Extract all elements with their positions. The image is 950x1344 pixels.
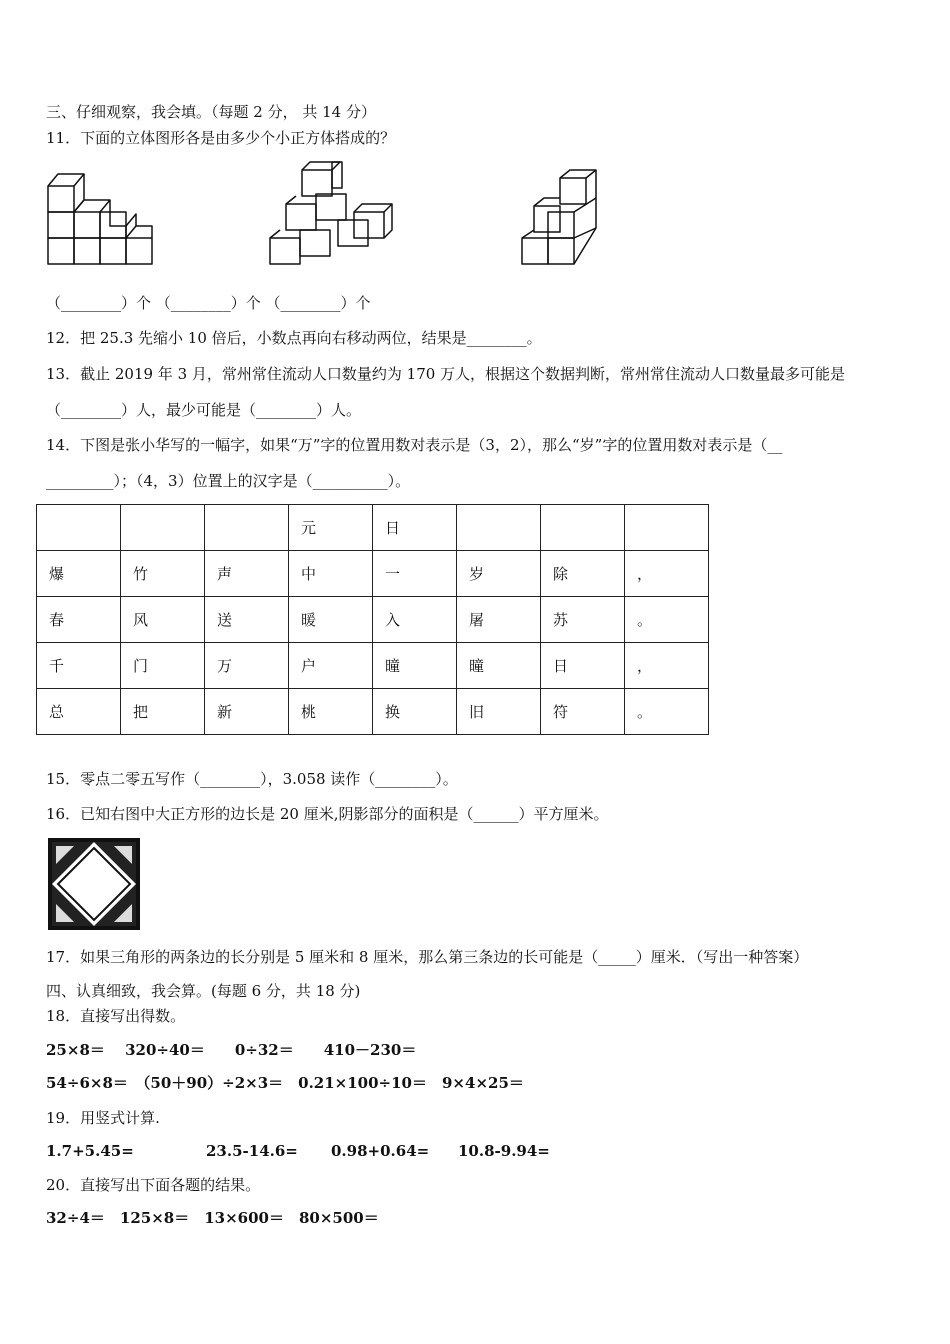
grid-cell: 除: [541, 551, 625, 597]
grid-cell: 爆: [37, 551, 121, 597]
q20-row: 32÷4＝ 125×8＝ 13×600＝ 80×500＝: [46, 1209, 379, 1227]
grid-row: [37, 551, 709, 597]
grid-cell: 入: [373, 597, 457, 643]
cube-figure-2: [266, 160, 396, 268]
cube-figure-1: [44, 168, 154, 268]
grid-cell: 新: [205, 689, 289, 735]
grid-cell: [457, 505, 541, 551]
grid-cell: [121, 505, 205, 551]
shaded-square-figure: [46, 836, 142, 932]
q18-row1: 25×8＝ 320÷40＝ 0÷32＝ 410－230＝: [46, 1041, 417, 1059]
grid-cell: 换: [373, 689, 457, 735]
grid-cell: 符: [541, 689, 625, 735]
grid-row: [37, 505, 709, 551]
grid-cell: 暖: [289, 597, 373, 643]
grid-cell: 日: [373, 505, 457, 551]
q15-text: 15．零点二零五写作（________），3.058 读作（________）。: [46, 770, 458, 788]
q19-item: 23.5-14.6=: [206, 1142, 298, 1160]
q14-line1: 14．下图是张小华写的一幅字，如果“万”字的位置用数对表示是（3，2），那么“岁”字的位置用数对表示是（__: [46, 436, 783, 454]
grid-cell: 。: [625, 597, 709, 643]
q19-title: 19．用竖式计算.: [46, 1109, 160, 1127]
section4-heading: 四、认真细致，我会算。(每题 6 分，共 18 分): [46, 982, 361, 1000]
grid-cell: 曈: [373, 643, 457, 689]
grid-cell: 户: [289, 643, 373, 689]
grid-cell: 。: [625, 689, 709, 735]
q14-line2: _________）；（4，3）位置上的汉字是（__________）。: [46, 472, 411, 490]
grid-cell: 千: [37, 643, 121, 689]
grid-cell: 声: [205, 551, 289, 597]
q11-text: 11．下面的立体图形各是由多少个小正方体搭成的？: [46, 129, 396, 147]
grid-cell: 春: [37, 597, 121, 643]
q18-row2: 54÷6×8＝ （50＋90）÷2×3＝ 0.21×100÷10＝ 9×4×25＝: [46, 1074, 524, 1092]
grid-cell: [37, 505, 121, 551]
grid-row: [37, 689, 709, 735]
grid-cell: 日: [541, 643, 625, 689]
section3-heading: 三、仔细观察，我会填。（每题 2 分， 共 14 分）: [46, 103, 376, 121]
grid-cell: 送: [205, 597, 289, 643]
grid-cell: 一: [373, 551, 457, 597]
grid-cell: 把: [121, 689, 205, 735]
q12-text: 12．把 25.3 先缩小 10 倍后，小数点再向右移动两位，结果是________。: [46, 329, 542, 347]
calligraphy-grid: [36, 504, 709, 735]
grid-cell: ，: [625, 551, 709, 597]
grid-cell: 旧: [457, 689, 541, 735]
q18-title: 18．直接写出得数。: [46, 1007, 186, 1025]
q13-line2: （________）人，最少可能是（________）人。: [46, 401, 362, 419]
grid-cell: 苏: [541, 597, 625, 643]
grid-row: [37, 643, 709, 689]
grid-cell: [625, 505, 709, 551]
grid-row: [37, 597, 709, 643]
q17-text: 17．如果三角形的两条边的长分别是 5 厘米和 8 厘米，那么第三条边的长可能是（_____）厘米．（写出一种答案）: [46, 948, 809, 966]
grid-cell: 总: [37, 689, 121, 735]
grid-cell: 屠: [457, 597, 541, 643]
grid-cell: ，: [625, 643, 709, 689]
grid-cell: 岁: [457, 551, 541, 597]
q19-item: 0.98+0.64=: [331, 1142, 430, 1160]
grid-cell: 门: [121, 643, 205, 689]
grid-cell: [541, 505, 625, 551]
grid-cell: 中: [289, 551, 373, 597]
q13-line1: 13．截止 2019 年 3 月，常州常住流动人口数量约为 170 万人，根据这个数据判断，常州常住流动人口数量最多可能是: [46, 365, 846, 383]
q20-title: 20．直接写出下面各题的结果。: [46, 1176, 261, 1194]
q11-answers: （________）个 （________）个 （________）个: [46, 294, 371, 312]
grid-cell: [205, 505, 289, 551]
q19-item: 10.8-9.94=: [458, 1142, 550, 1160]
q16-text: 16．已知右图中大正方形的边长是 20 厘米,阴影部分的面积是（______）平方厘米。: [46, 805, 609, 823]
grid-cell: 风: [121, 597, 205, 643]
grid-cell: 万: [205, 643, 289, 689]
q19-item: 1.7+5.45=: [46, 1142, 134, 1160]
grid-cell: 曈: [457, 643, 541, 689]
grid-cell: 桃: [289, 689, 373, 735]
cube-figure-3: [518, 168, 602, 268]
grid-cell: 竹: [121, 551, 205, 597]
grid-cell: 元: [289, 505, 373, 551]
